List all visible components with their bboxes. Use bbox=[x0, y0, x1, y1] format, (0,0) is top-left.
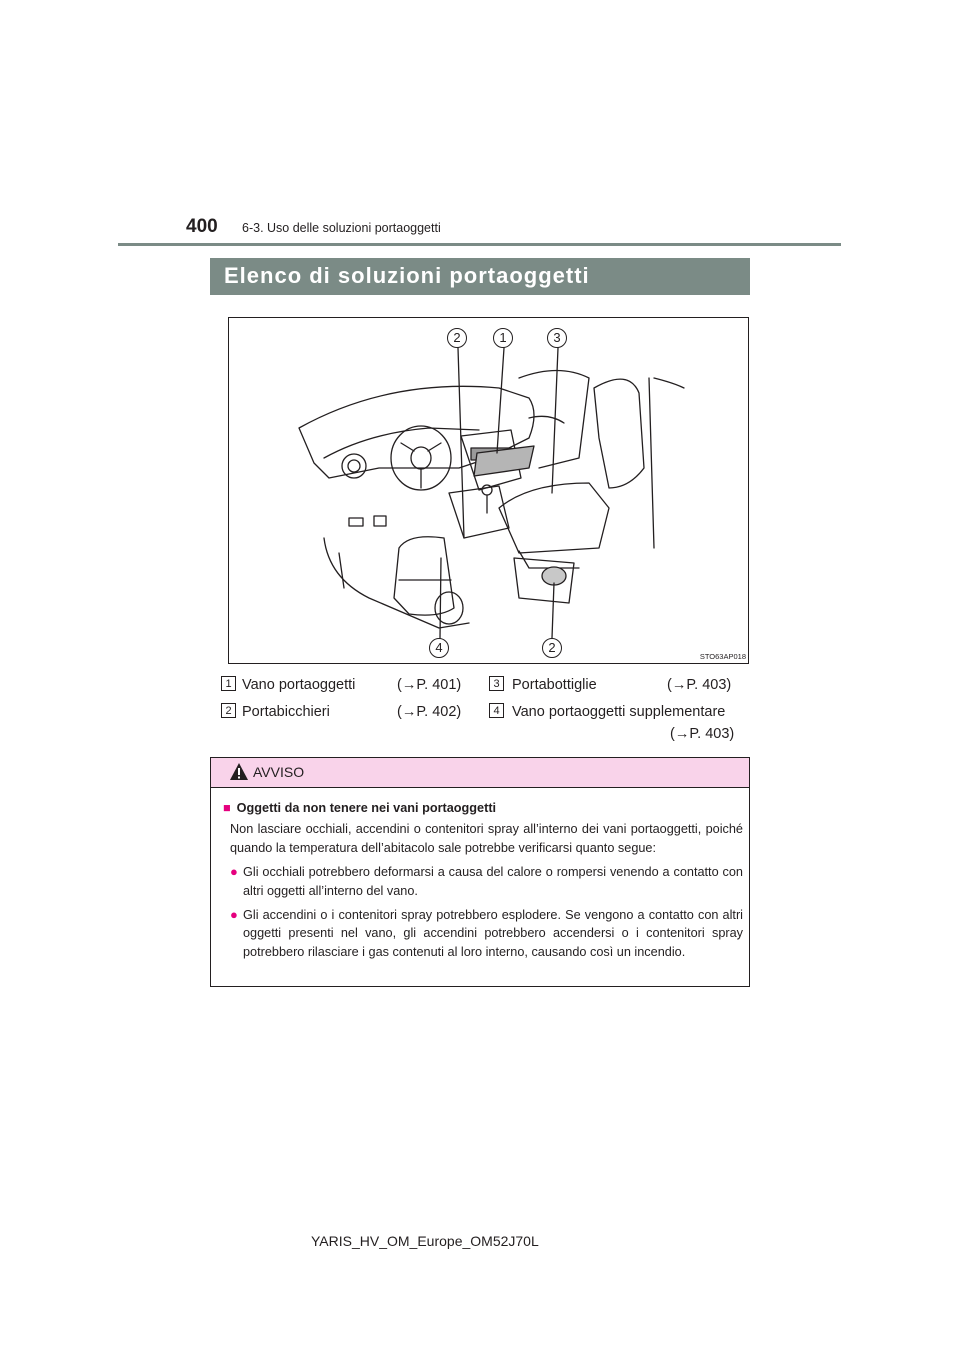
circle-bullet-icon: ● bbox=[230, 864, 238, 880]
page-title: Elenco di soluzioni portaoggetti bbox=[210, 258, 750, 295]
interior-illustration bbox=[228, 317, 749, 664]
header-rule bbox=[118, 243, 841, 246]
legend-label-2: Portabicchieri bbox=[242, 704, 330, 720]
legend-label-1: Vano portaoggetti bbox=[242, 677, 356, 693]
warning-bullet bbox=[223, 906, 743, 961]
warning-bullet-text: Gli accendini o i contenitori spray potrebbero esplodere. Se vengono a contatto con altri oggetti presenti nel vano, gli accendini potrebbero accendersi o i contenitori spray potrebbero rilasciare i gas contenuti al loro interno, causando così un incendio. bbox=[243, 908, 743, 959]
callout-3: 3 bbox=[547, 328, 567, 348]
circle-bullet-icon: ● bbox=[230, 907, 238, 923]
legend-label-4: Vano portaoggetti supplementare bbox=[512, 704, 726, 720]
warning-body bbox=[223, 799, 743, 961]
figure-code: STO63AP018 bbox=[699, 652, 746, 661]
warning-intro: Non lasciare occhiali, accendini o contenitori spray all’interno dei vani portaoggetti, poiché quando la temperatura dell’abitacolo sale potrebbe verificarsi quanto segue: bbox=[230, 822, 743, 855]
legend-label-3: Portabottiglie bbox=[512, 677, 597, 693]
legend-num-3: 3 bbox=[489, 676, 504, 691]
legend-ref-2: (→P. 402) bbox=[397, 704, 462, 720]
legend-ref-4: (→P. 403) bbox=[670, 726, 735, 742]
callout-1: 1 bbox=[493, 328, 513, 348]
warning-heading bbox=[223, 799, 743, 817]
callout-4: 4 bbox=[429, 638, 449, 658]
callout-2-bottom: 2 bbox=[542, 638, 562, 658]
warning-heading-text: Oggetti da non tenere nei vani portaoggetti bbox=[236, 801, 497, 815]
warning-header bbox=[211, 758, 749, 788]
square-bullet-icon: ■ bbox=[223, 801, 231, 815]
footer-code: YARIS_HV_OM_Europe_OM52J70L bbox=[311, 1233, 539, 1249]
car-interior-drawing bbox=[229, 318, 749, 664]
legend-num-2: 2 bbox=[221, 703, 236, 718]
page-number: 400 bbox=[186, 216, 218, 237]
legend-num-1: 1 bbox=[221, 676, 236, 691]
warning-bullet bbox=[223, 863, 743, 900]
legend-num-4: 4 bbox=[489, 703, 504, 718]
section-label: 6-3. Uso delle soluzioni portaoggetti bbox=[242, 221, 441, 235]
legend-ref-1: (→P. 401) bbox=[397, 677, 462, 693]
warning-box bbox=[210, 757, 750, 987]
warning-bullet-text: Gli occhiali potrebbero deformarsi a causa del calore o rompersi venendo a contatto con altri oggetti all’interno del vano. bbox=[243, 865, 743, 898]
warning-title: AVVISO bbox=[253, 764, 305, 780]
callout-2-top: 2 bbox=[447, 328, 467, 348]
legend-ref-3: (→P. 403) bbox=[667, 677, 732, 693]
warning-triangle-icon bbox=[229, 762, 249, 781]
